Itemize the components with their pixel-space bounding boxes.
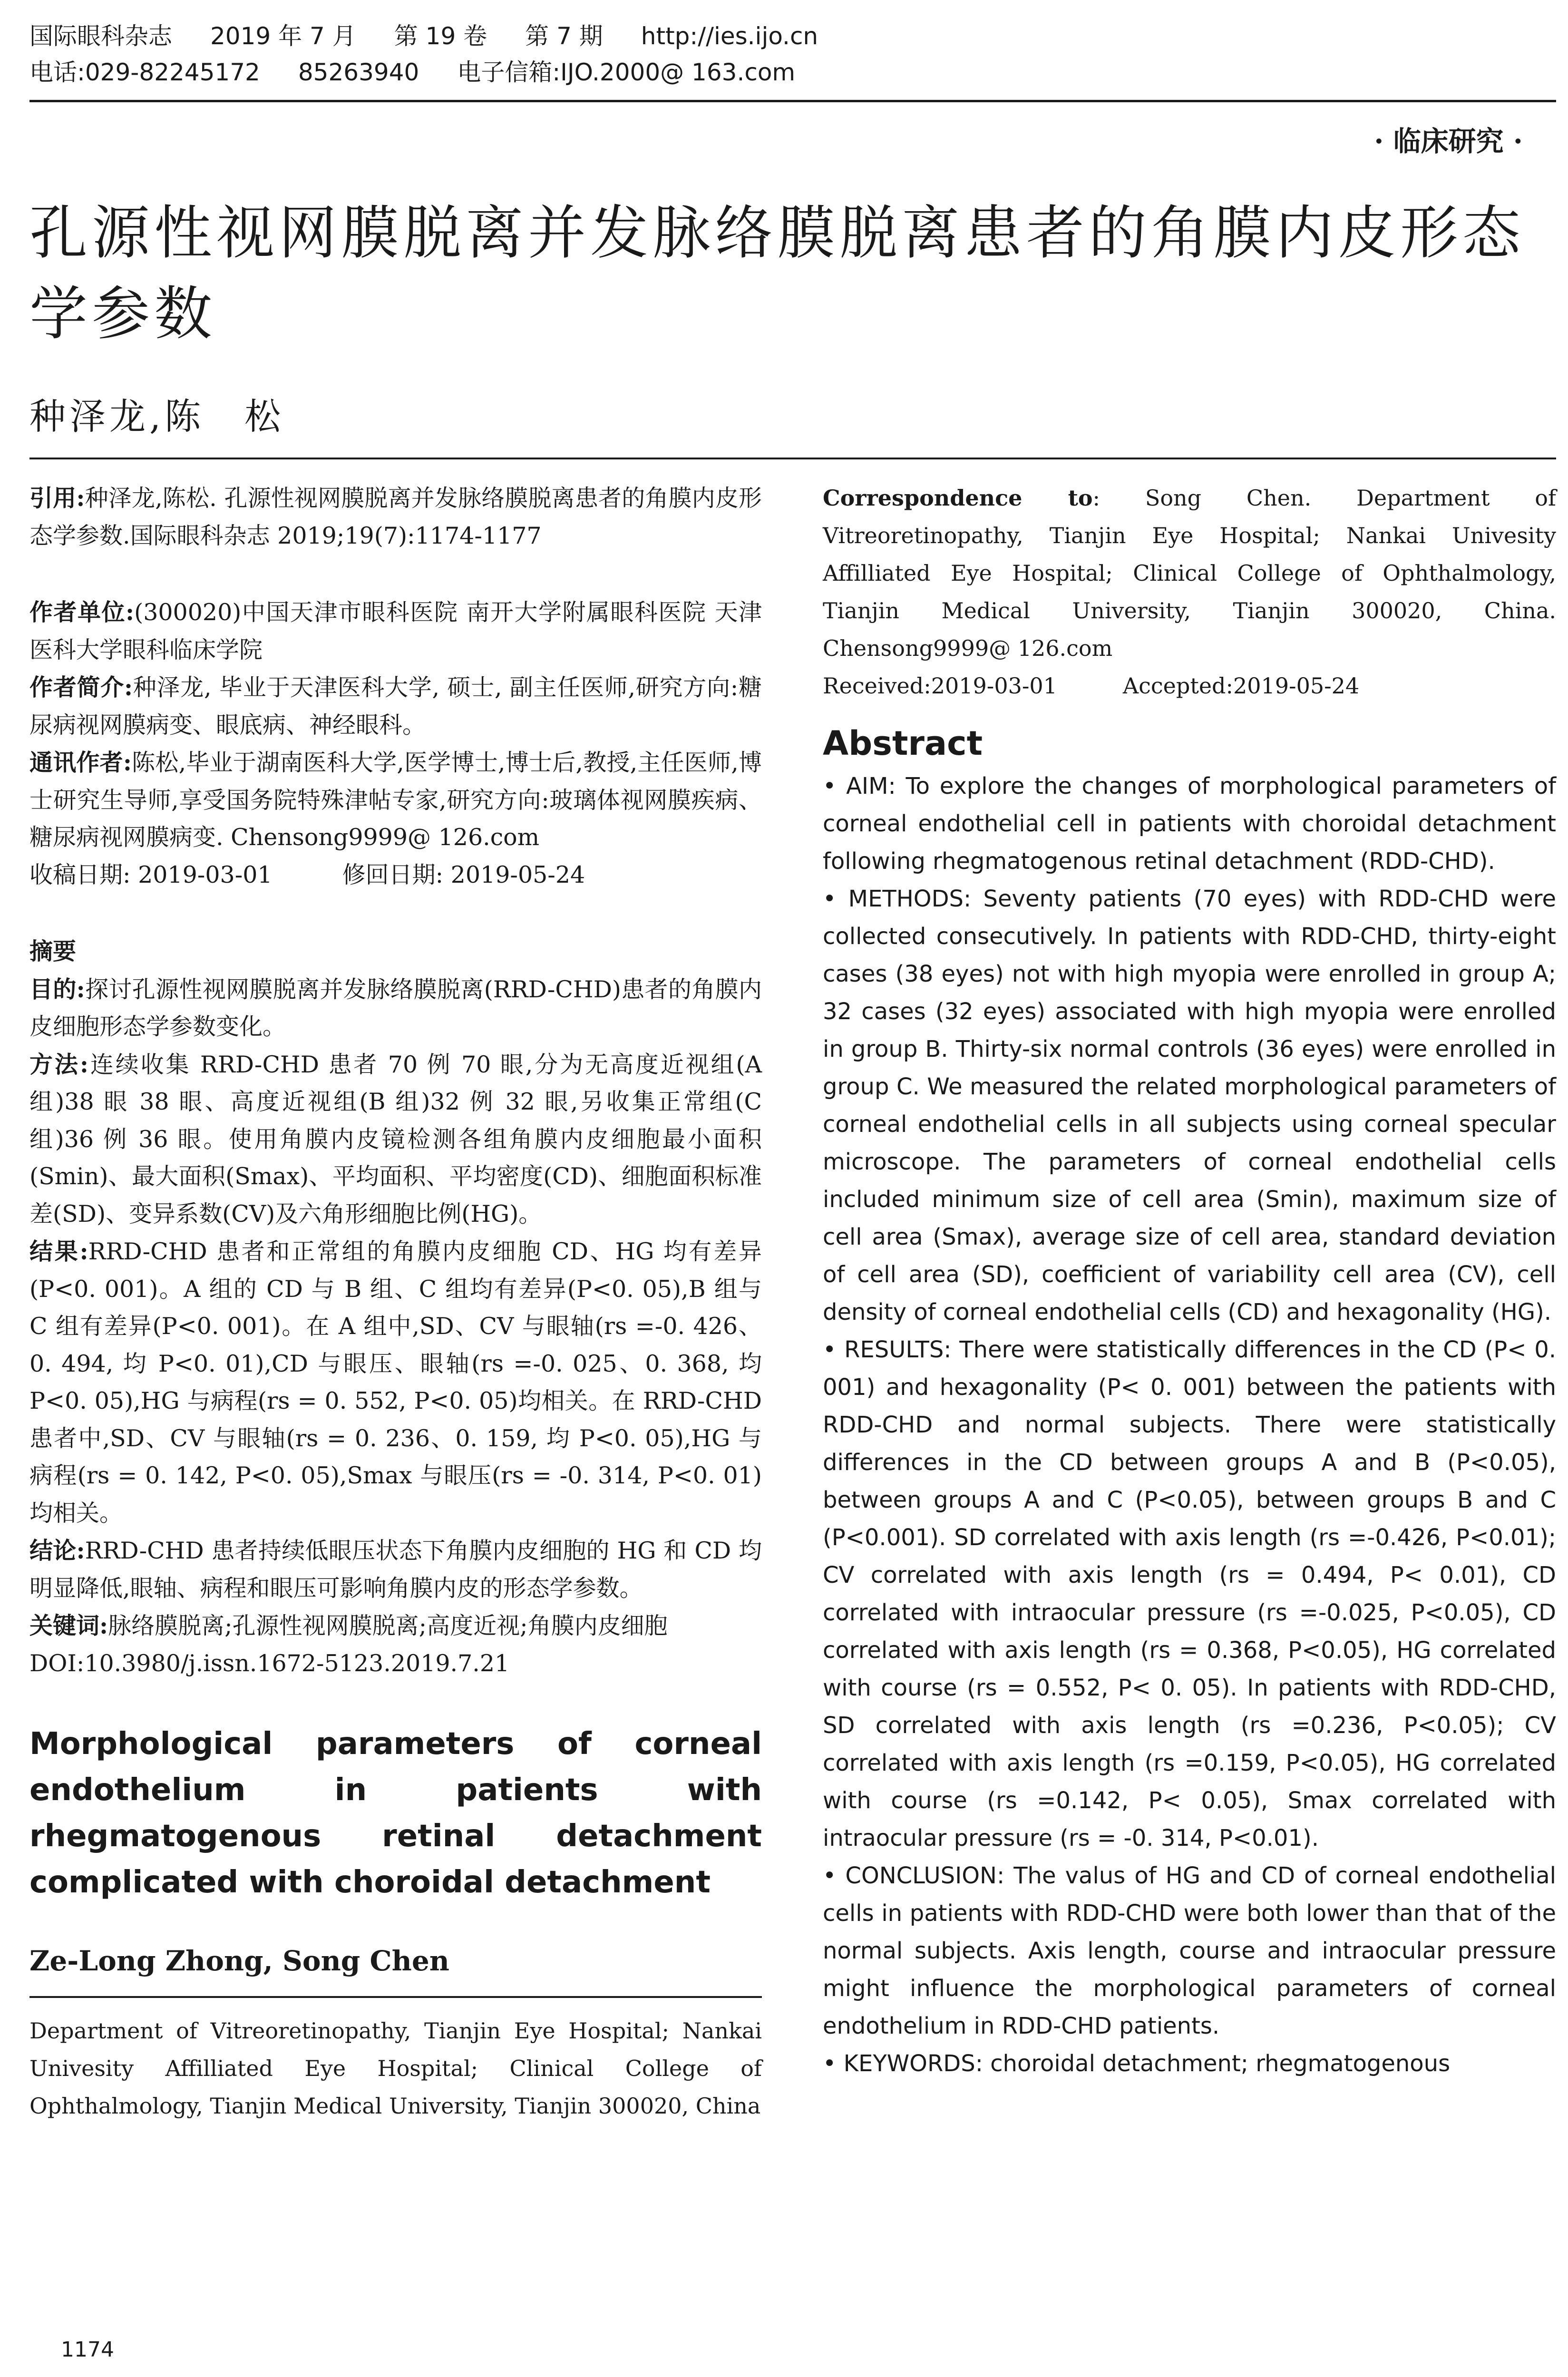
affiliation xyxy=(29,594,762,669)
affiliation-text: (300020)中国天津市眼科医院 南开大学附属眼科医院 天津医科大学眼科临床学院 xyxy=(29,599,762,663)
english-dates: Received:2019-03-01 Accepted:2019-05-24 xyxy=(823,673,1360,699)
keywords-text: 脉络膜脱离;孔源性视网膜脱离;高度近视;角膜内皮细胞 xyxy=(108,1612,668,1639)
corresponding-author xyxy=(29,744,762,857)
running-header xyxy=(29,18,1551,90)
purpose-label: 目的: xyxy=(29,975,85,1003)
cn-results xyxy=(29,1233,762,1532)
abstract-aim: • AIM: To explore the changes of morphological parameters of corneal endothelial cell in patients with choroidal detachment following rhegmatogenous retinal detachment (RDD-CHD). xyxy=(823,773,1556,875)
cn-keywords xyxy=(29,1607,762,1645)
conclusion-label: 结论: xyxy=(29,1537,85,1564)
bio-text: 种泽龙, 毕业于天津医科大学, 硕士, 副主任医师,研究方向:糖尿病视网膜病变、眼底病、神经眼科。 xyxy=(29,674,762,739)
dates-cn: 收稿日期: 2019-03-01 修回日期: 2019-05-24 xyxy=(29,861,585,888)
abstract-results: • RESULTS: There were statistically differences in the CD (P< 0. 001) and hexagonality (P< 0. 001) between the patients with RDD-CHD and normal subjects. There were statistically differences in the CD between groups A and B (P<0.05), between groups A and C (P<0.05), between groups B and C (P<0.001). SD correlated with axis length (rs =-0.426, P<0.01); CV correlated with axis length (rs = 0.494, P< 0.01), CD correlated with intraocular pressure (rs =-0.025, P<0.05), CD correlated with axis length (rs = 0.368, P<0.05), HG correlated with course (rs = 0.552, P< 0. 05). In patients with RDD-CHD, SD correlated with axis length (rs =0.236, P<0.05); CV correlated with axis length (rs =0.159, P<0.05), HG correlated with course (rs =0.142, P< 0.05), Smax correlated with intraocular pressure (rs = -0. 314, P<0.01). xyxy=(823,1336,1556,1851)
journal-name: 国际眼科杂志 xyxy=(29,22,172,50)
header-rule xyxy=(29,100,1556,102)
correspondence-text: : Song Chen. Department of Vitreoretinopathy, Tianjin Eye Hospital; Nankai Univesity Affilliated Eye Hospital; Clinical College of Ophthalmology, Tianjin Medical University, Tianjin 300020, China. Chensong9999@ 126.com xyxy=(823,485,1556,661)
email: 电子信箱:IJO.2000@ 163.com xyxy=(457,58,796,86)
left-column xyxy=(29,479,762,2125)
english-title: Morphological parameters of corneal endothelium in patients with rhegmatogenous retinal detachment complicated with choroidal detachment xyxy=(29,1726,762,1900)
results-text: RRD-CHD 患者和正常组的角膜内皮细胞 CD、HG 均有差异(P<0. 001)。A 组的 CD 与 B 组、C 组均有差异(P<0. 05),B 组与 C 组有差异(P<0. 001)。在 A 组中,SD、CV 与眼轴(rs =-0. 426、0. 494, 均 P<0. 01),CD 与眼压、眼轴(rs =-0. 025、0. 368, 均 P<0. 05),HG 与病程(rs = 0. 552, P<0. 05)均相关。在 RRD-CHD 患者中,SD、CV 与眼轴(rs = 0. 236、0. 159, 均 P<0. 05),HG 与病程(rs = 0. 142, P<0. 05),Smax 与眼压(rs = -0. 314, P<0. 01)均相关。 xyxy=(29,1238,762,1527)
methods-text: 连续收集 RRD-CHD 患者 70 例 70 眼,分为无高度近视组(A 组)38 眼 38 眼、高度近视组(B 组)32 例 32 眼,另收集正常组(C 组)36 例 36 眼。使用角膜内皮镜检测各组角膜内皮细胞最小面积(Smin)、最大面积(Smax)、平均面积、平均密度(CD)、细胞面积标准差(SD)、变异系数(CV)及六角形细胞比例(HG)。 xyxy=(29,1051,762,1227)
results-label: 结果: xyxy=(29,1237,88,1265)
cn-methods xyxy=(29,1046,762,1233)
chinese-title: 孔源性视网膜脱离并发脉络膜脱离患者的角膜内皮形态学参数 xyxy=(29,199,1525,348)
page-number: 1174 xyxy=(61,2338,114,2362)
english-affiliation: Department of Vitreoretinopathy, Tianjin Eye Hospital; Nankai Univesity Affilliated Eye Hospital; Clinical College of Ophthalmology, Tianjin Medical University, Tianjin 300020, China xyxy=(29,2018,762,2119)
right-column xyxy=(823,479,1556,2083)
keywords-label: 关键词: xyxy=(29,1612,108,1639)
title-rule xyxy=(29,458,1556,459)
phone: 电话:029-82245172 xyxy=(29,58,260,86)
affiliation-label: 作者单位: xyxy=(29,598,135,626)
abstract-conclusion: • CONCLUSION: The valus of HG and CD of corneal endothelial cells in patients with RDD-CHD were both lower than that of the normal subjects. Axis length, course and intraocular pressure might influence the morphological parameters of corneal endothelium in RDD-CHD patients. xyxy=(823,1862,1556,2039)
conclusion-text: RRD-CHD 患者持续低眼压状态下角膜内皮细胞的 HG 和 CD 均明显降低,眼轴、病程和眼压可影响角膜内皮的形态学参数。 xyxy=(29,1537,762,1602)
correspondence xyxy=(823,479,1556,667)
header-line-1 xyxy=(29,18,1551,54)
chinese-authors: 种泽龙,陈 松 xyxy=(29,395,285,438)
citation xyxy=(29,479,762,555)
cn-abstract-heading-text: 摘要 xyxy=(29,937,77,965)
cn-conclusion xyxy=(29,1532,762,1607)
doi: DOI:10.3980/j.issn.1672-5123.2019.7.21 xyxy=(29,1649,510,1677)
author-bio xyxy=(29,669,762,744)
correspondence-label: Correspondence to xyxy=(823,485,1093,511)
corresponding-text: 陈松,毕业于湖南医科大学,医学博士,博士后,教授,主任医师,博士研究生导师,享受国务院特殊津帖专家,研究方向:玻璃体视网膜疾病、糖尿病视网膜病变. Chensong9999@ 126.com xyxy=(29,749,762,851)
abstract-keywords: • KEYWORDS: choroidal detachment; rhegmatogenous xyxy=(823,2050,1451,2077)
citation-text: 种泽龙,陈松. 孔源性视网膜脱离并发脉络膜脱离患者的角膜内皮形态学参数.国际眼科杂志 2019;19(7):1174-1177 xyxy=(29,485,762,549)
author-rule xyxy=(29,1996,762,1998)
issue-number: 第 7 期 xyxy=(525,22,603,50)
purpose-text: 探讨孔源性视网膜脱离并发脉络膜脱离(RRD-CHD)患者的角膜内皮细胞形态学参数变化。 xyxy=(29,975,762,1040)
volume: 第 19 卷 xyxy=(394,22,487,50)
journal-url: http://ies.ijo.cn xyxy=(641,22,818,50)
cn-abstract-heading xyxy=(29,933,762,971)
citation-label: 引用: xyxy=(29,484,85,512)
abstract-methods: • METHODS: Seventy patients (70 eyes) with RDD-CHD were collected consecutively. In patients with RDD-CHD, thirty-eight cases (38 eyes) not with high myopia were enrolled in group A; 32 cases (32 eyes) associated with high myopia were enrolled in group B. Thirty-six normal controls (36 eyes) were enrolled in group C. We measured the related morphological parameters of corneal endothelial cells in all subjects using corneal specular microscope. The parameters of corneal endothelial cells included minimum size of cell area (Smin), maximum size of cell area (Smax), average size of cell area, standard deviation of cell area (SD), coefficient of variability cell area (CV), cell density of corneal endothelial cells (CD) and hexagonality (HG). xyxy=(823,886,1556,1325)
section-label: · 临床研究 · xyxy=(1374,125,1523,157)
phone-2: 85263940 xyxy=(298,58,419,86)
methods-label: 方法: xyxy=(29,1050,88,1078)
abstract-heading: Abstract xyxy=(823,724,983,763)
english-authors: Ze-Long Zhong, Song Chen xyxy=(29,1945,449,1977)
corresponding-label: 通讯作者: xyxy=(29,749,132,776)
cn-purpose xyxy=(29,971,762,1046)
bio-label: 作者简介: xyxy=(29,673,133,701)
header-line-2 xyxy=(29,54,1551,90)
issue-date: 2019 年 7 月 xyxy=(210,22,356,50)
